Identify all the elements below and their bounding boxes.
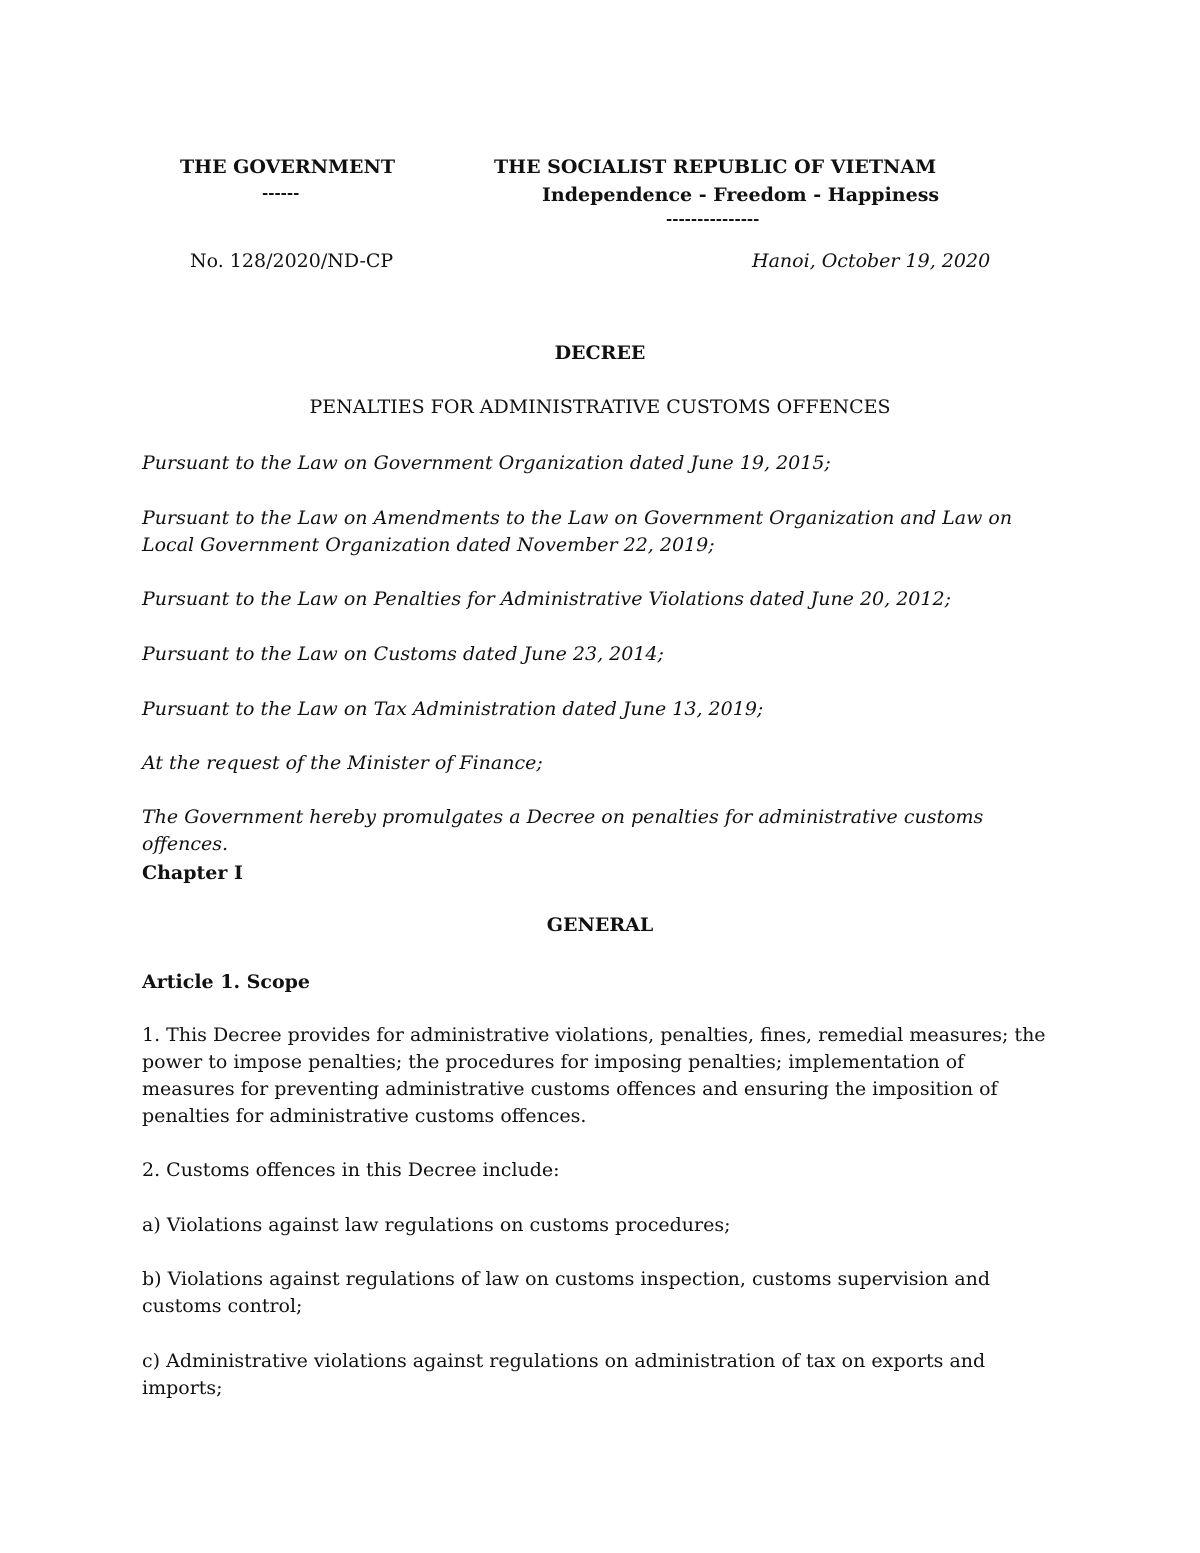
article-clause: b) Violations against regulations of law on customs inspection, customs supervision and customs control; <box>142 1268 991 1317</box>
article-clause: a) Violations against law regulations on customs procedures; <box>142 1214 731 1236</box>
preamble-line: Pursuant to the Law on Amendments to the Law on Government Organization and Law on Local Government Organization dated November 22, 2019; <box>142 507 1013 556</box>
article-clause: c) Administrative violations against regulations on administration of tax on exports and imports; <box>142 1350 986 1399</box>
article-clause: 2. Customs offences in this Decree include: <box>142 1159 560 1181</box>
state-rule: --------------- <box>666 210 760 228</box>
article-heading: Article 1. Scope <box>142 971 311 993</box>
decree-type: DECREE <box>554 342 646 364</box>
state-title: THE SOCIALIST REPUBLIC OF VIETNAM <box>494 156 937 178</box>
preamble-line: At the request of the Minister of Finance; <box>142 752 543 774</box>
article-clause: 1. This Decree provides for administrative violations, penalties, fines, remedial measures; the power to impose penalties; the procedures for imposing penalties; implementation of measures for preventing administrative customs offences and ensuring the imposition of penalties for administrative customs offences. <box>142 1024 1046 1127</box>
preamble-line: Pursuant to the Law on Government Organization dated June 19, 2015; <box>142 452 831 474</box>
issuer-rule: ------ <box>262 184 300 202</box>
decree-subject: PENALTIES FOR ADMINISTRATIVE CUSTOMS OFFENCES <box>309 396 891 418</box>
issuer-title: THE GOVERNMENT <box>180 156 396 178</box>
chapter-title: GENERAL <box>546 914 654 936</box>
preamble-line: Pursuant to the Law on Penalties for Administrative Violations dated June 20, 2012; <box>142 588 951 610</box>
preamble-line: Pursuant to the Law on Customs dated June 23, 2014; <box>142 643 664 665</box>
preamble-line: Pursuant to the Law on Tax Administration dated June 13, 2019; <box>142 698 764 720</box>
preamble-promulgation: The Government hereby promulgates a Decree on penalties for administrative customs offences. <box>142 806 984 855</box>
state-motto: Independence - Freedom - Happiness <box>542 184 940 206</box>
place-date: Hanoi, October 19, 2020 <box>752 250 991 272</box>
chapter-label: Chapter I <box>142 862 243 884</box>
decree-number: No. 128/2020/ND-CP <box>190 250 394 272</box>
